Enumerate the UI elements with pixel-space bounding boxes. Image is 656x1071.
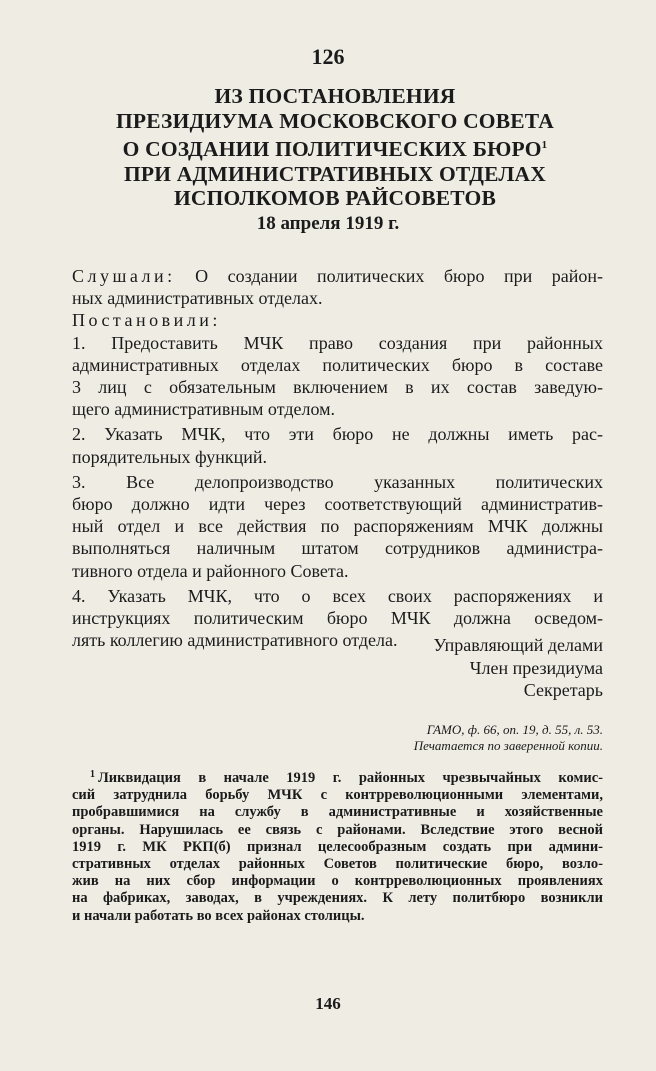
item-line: тивного отдела и районного Совета. bbox=[72, 560, 349, 581]
archive-reference-block bbox=[72, 722, 603, 754]
item-line: лять коллегию административного отдела. bbox=[72, 630, 398, 651]
heard-line bbox=[72, 265, 603, 287]
resolution-item bbox=[72, 332, 603, 421]
footnote-line bbox=[72, 766, 603, 787]
item-line: щего административным отделом. bbox=[72, 399, 336, 420]
item-line: 3 лиц с обязательным включением в их состав заведую- bbox=[72, 377, 603, 398]
footnote-line: на фабриках, заводах, в учреждениях. К лету политбюро возникли bbox=[72, 890, 603, 907]
heard-label: Слушали: bbox=[72, 266, 176, 286]
item-line: бюро должно идти через соответствующий административ- bbox=[72, 494, 603, 515]
footnote-line: сий затруднила борьбу МЧК с контрреволюционными элементами, bbox=[72, 787, 603, 804]
footnote-line: стративных отделах районных Советов политические бюро, возло- bbox=[72, 856, 603, 873]
title-line-text: О СОЗДАНИИ ПОЛИТИЧЕСКИХ БЮРО bbox=[122, 137, 542, 161]
item-line: ный отдел и все действия по распоряжениям МЧК должны bbox=[72, 516, 603, 537]
signature-block bbox=[72, 634, 603, 702]
footnote-line: жив на них сбор информации о контрреволюционных проявлениях bbox=[72, 873, 603, 890]
title-footnote-mark: 1 bbox=[541, 139, 548, 151]
item-line: 1. Предоставить МЧК право создания при районных bbox=[72, 332, 603, 353]
resolution-item bbox=[72, 471, 603, 582]
heard-line: ных административных отделах. bbox=[72, 288, 323, 309]
archive-note: Печатается по заверенной копии. bbox=[413, 738, 603, 753]
title-line: ПРИ АДМИНИСТРАТИВНЫХ ОТДЕЛАХ bbox=[124, 161, 546, 186]
item-line: 2. Указать МЧК, что эти бюро не должны иметь рас- bbox=[72, 424, 603, 445]
title-line bbox=[80, 133, 590, 162]
resolution-item bbox=[72, 423, 603, 467]
item-line: порядительных функций. bbox=[72, 446, 267, 467]
item-line: 3. Все делопроизводство указанных политических bbox=[72, 471, 603, 492]
item-line: 4. Указать МЧК, что о всех своих распоряжениях и bbox=[72, 585, 603, 606]
title-line: ИЗ ПОСТАНОВЛЕНИЯ bbox=[214, 84, 456, 108]
item-line: административных отделах политических бюро в составе bbox=[72, 354, 603, 375]
footnote-line: и начали работать во всех районах столицы. bbox=[72, 907, 365, 924]
document-body bbox=[72, 265, 603, 651]
page-number: 146 bbox=[315, 994, 341, 1013]
footnote-text: Ликвидация в начале 1919 г. районных чрезвычайных комис- bbox=[98, 770, 603, 786]
resolved-label: Постановили: bbox=[72, 310, 221, 331]
footnote bbox=[72, 766, 603, 925]
signature-line: Член президиума bbox=[469, 657, 603, 678]
title-line: ПРЕЗИДИУМА МОСКОВСКОГО СОВЕТА bbox=[115, 108, 554, 133]
item-line: инструкциях политическим бюро МЧК должна осведом- bbox=[72, 608, 603, 629]
heard-text: О создании политических бюро при район- bbox=[195, 266, 603, 286]
signature-line: Секретарь bbox=[523, 680, 603, 700]
document-number: 126 bbox=[311, 44, 345, 69]
footnote-line: органы. Нарушилась ее связь с районами. Вследствие этого весной bbox=[72, 821, 603, 838]
footnote-line: пробравшимися на службу в административные и хозяйственные bbox=[72, 804, 603, 821]
archive-reference: ГАМО, ф. 66, оп. 19, д. 55, л. 53. bbox=[426, 722, 603, 737]
footnote-line: 1919 г. МК РКП(б) признал целесообразным создать при админи- bbox=[72, 838, 603, 855]
signature-line: Управляющий делами bbox=[433, 635, 603, 655]
document-title bbox=[80, 84, 590, 211]
document-date: 18 апреля 1919 г. bbox=[256, 213, 400, 234]
title-line: ИСПОЛКОМОВ РАЙСОВЕТОВ bbox=[173, 186, 497, 210]
item-line: выполняться наличным штатом сотрудников администра- bbox=[72, 538, 603, 559]
footnote-mark: 1 bbox=[90, 769, 95, 780]
